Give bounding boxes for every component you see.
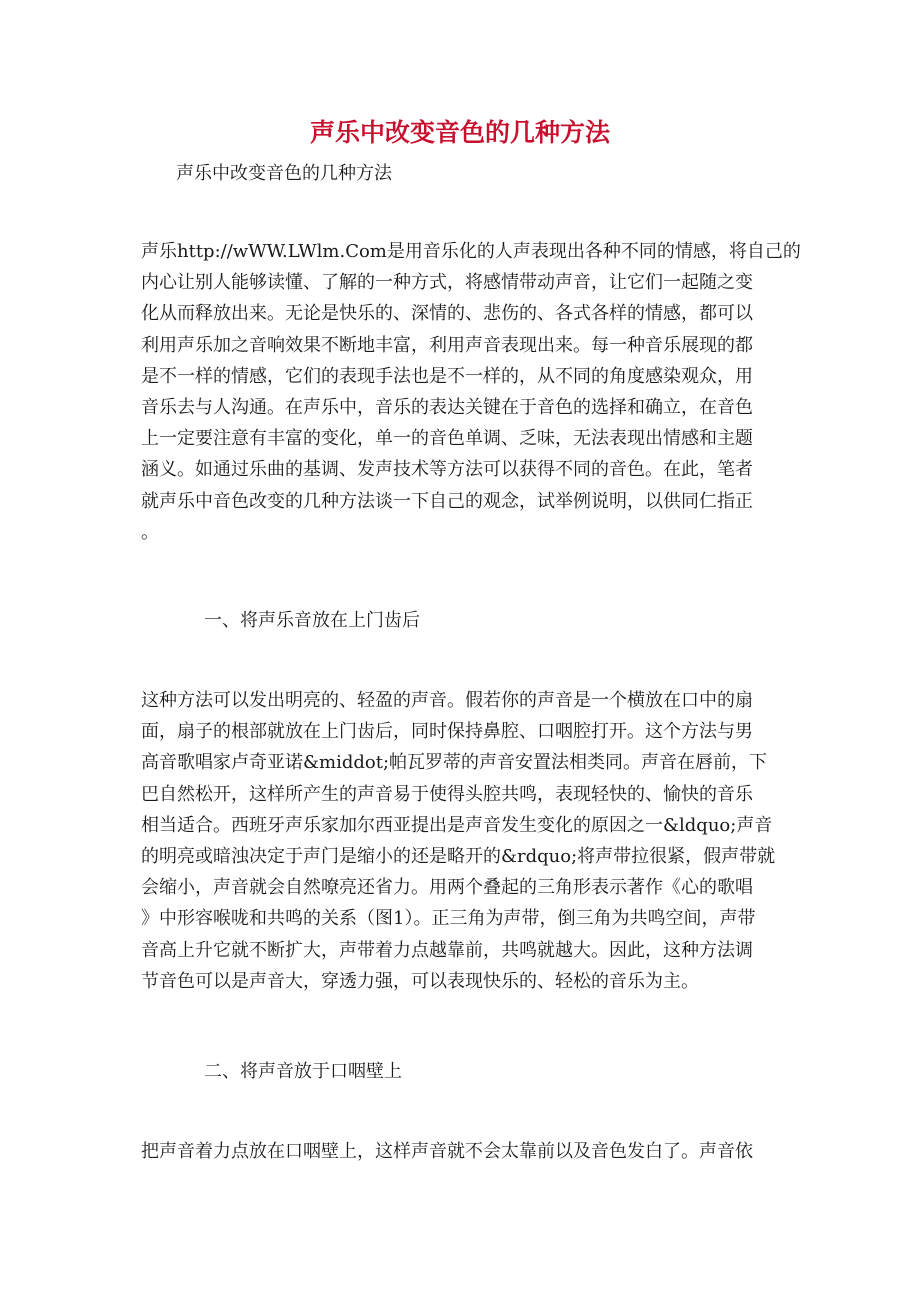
text-line: 声乐http://wWW.LWlm.Com是用音乐化的人声表现出各种不同的情感，将自己的 bbox=[141, 241, 801, 262]
text-line: 的明亮或暗浊决定于声门是缩小的还是略开的&rdquo;将声带拉很紧，假声带就 bbox=[141, 845, 776, 867]
text-line: 就声乐中音色改变的几种方法谈一下自己的观念，试举例说明，以供同仁指正 bbox=[141, 490, 753, 512]
text-line: 这种方法可以发出明亮的、轻盈的声音。假若你的声音是一个横放在口中的扇 bbox=[141, 690, 753, 711]
paragraph-intro bbox=[141, 236, 801, 548]
text-line: 面，扇子的根部就放在上门齿后，同时保持鼻腔、口咽腔打开。这个方法与男 bbox=[141, 721, 753, 743]
text-line: 涵义。如通过乐曲的基调、发声技术等方法可以获得不同的音色。在此，笔者 bbox=[141, 459, 753, 481]
text-line: 巴自然松开，这样所产生的声音易于使得头腔共鸣，表现轻快的、愉快的音乐 bbox=[141, 783, 753, 805]
text-line: 。 bbox=[141, 521, 159, 543]
text-line: 上一定要注意有丰富的变化，单一的音色单调、乏味，无法表现出情感和主题 bbox=[141, 428, 753, 450]
paragraph-section-2 bbox=[141, 1136, 781, 1167]
text-line: 是不一样的情感，它们的表现手法也是不一样的，从不同的角度感染观众，用 bbox=[141, 365, 753, 387]
text-line: 相当适合。西班牙声乐家加尔西亚提出是声音发生变化的原因之一&ldquo;声音 bbox=[141, 814, 773, 836]
text-line: 内心让别人能够读懂、了解的一种方式，将感情带动声音，让它们一起随之变 bbox=[141, 272, 753, 294]
text-line: 音乐去与人沟通。在声乐中，音乐的表达关键在于音色的选择和确立，在音色 bbox=[141, 396, 753, 418]
text-line: 节音色可以是声音大，穿透力强，可以表现快乐的、轻松的音乐为主。 bbox=[141, 970, 699, 992]
text-line: 》中形容喉咙和共鸣的关系（图1）。正三角为声带，倒三角为共鸣空间，声带 bbox=[141, 908, 756, 930]
document-title: 声乐中改变音色的几种方法 bbox=[309, 118, 610, 147]
section-heading-1: 一、将声乐音放在上门齿后 bbox=[204, 610, 420, 631]
text-line: 会缩小，声音就会自然嘹亮还省力。用两个叠起的三角形表示著作《心的歌唱 bbox=[141, 877, 753, 899]
section-heading-2: 二、将声音放于口咽壁上 bbox=[204, 1061, 402, 1082]
text-line: 音高上升它就不断扩大，声带着力点越靠前，共鸣就越大。因此，这种方法调 bbox=[141, 939, 753, 961]
paragraph-section-1 bbox=[141, 685, 781, 997]
document-subtitle: 声乐中改变音色的几种方法 bbox=[176, 163, 392, 184]
text-line: 利用声乐加之音响效果不断地丰富，利用声音表现出来。每一种音乐展现的都 bbox=[141, 334, 753, 356]
text-line: 把声音着力点放在口咽壁上，这样声音就不会太靠前以及音色发白了。声音依 bbox=[141, 1141, 753, 1162]
text-line: 高音歌唱家卢奇亚诺&middot;帕瓦罗蒂的声音安置法相类同。声音在唇前，下 bbox=[141, 752, 768, 774]
text-line: 化从而释放出来。无论是快乐的、深情的、悲伤的、各式各样的情感，都可以 bbox=[141, 303, 753, 325]
